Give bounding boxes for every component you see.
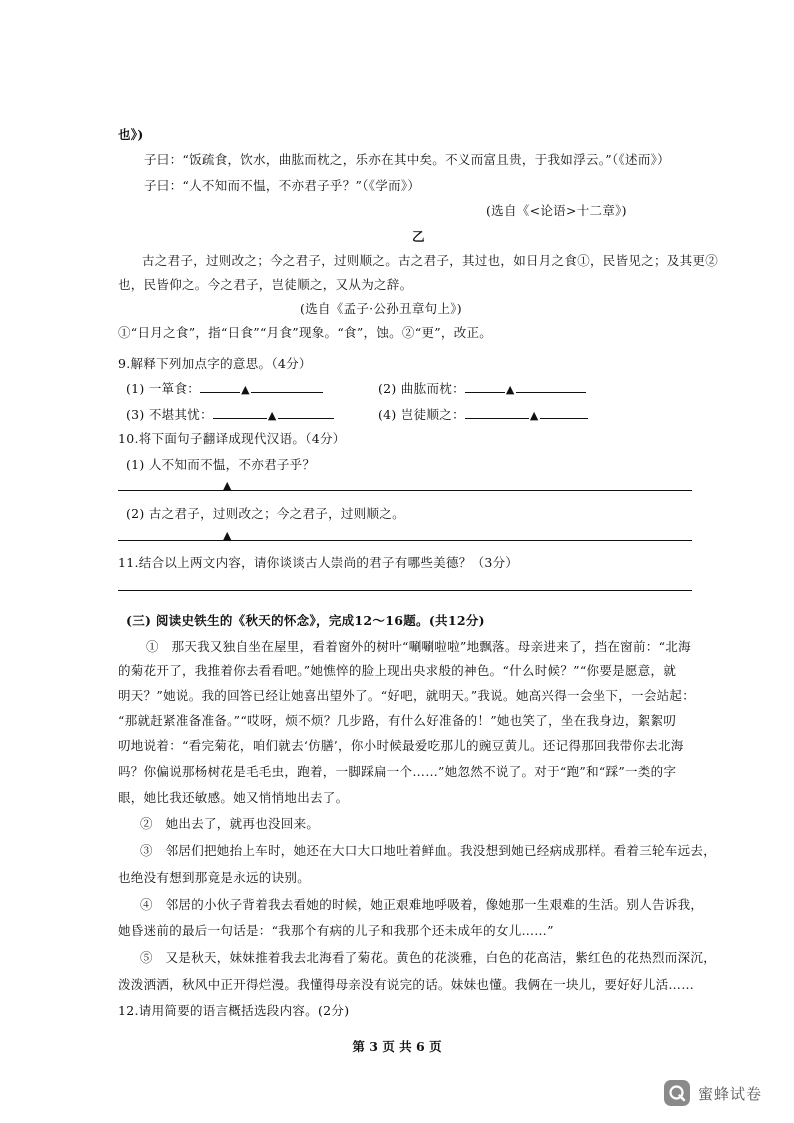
passage-line: 她昏迷前的最后一句话是：“我那个有病的儿子和我那个还未成年的女儿……” [118, 923, 554, 938]
q11-title: 11.结合以上两文内容，请你谈谈古人崇尚的君子有哪些美德？（3分） [118, 555, 519, 570]
answer-marker-icon: ▲ [505, 383, 515, 396]
passage-line: ⑤ 又是秋天，妹妹推着我去北海看了菊花。黄色的花淡雅，白色的花高洁，紫红色的花热烈而深沉， [140, 950, 717, 965]
passage-line: 明天？”她说。我的回答已经让她喜出望外了。“好吧，就明天。”我说。她高兴得一会坐下，一会站起： [118, 688, 696, 703]
answer-blank[interactable] [540, 406, 588, 419]
passage-line: “那就赶紧准备准备。”“哎呀，烦不烦？几步路，有什么好准备的！”她也笑了，坐在我身边，絮絮叨 [118, 713, 677, 728]
q-logo-icon [664, 1080, 690, 1106]
answer-blank[interactable] [465, 380, 505, 393]
answer-marker-icon: ▲ [267, 409, 277, 422]
q9-item-4 [378, 406, 588, 425]
q12-title: 12.请用简要的语言概括选段内容。(2分) [118, 1003, 350, 1018]
yi-paragraph-line-1: 古之君子，过则改之；今之君子，过则顺之。古之君子，其过也，如日月之食①，民皆见之；及其更② [142, 253, 719, 268]
answer-marker-icon: ▲ [529, 409, 539, 422]
answer-line-q11[interactable] [118, 590, 692, 591]
watermark [664, 1075, 779, 1111]
answer-marker-icon: ▲ [223, 479, 232, 492]
answer-marker-icon: ▲ [241, 383, 250, 396]
passage-line: ② 她出去了，就再也没回来。 [140, 816, 320, 831]
q9-item-4-label: (4) 岂徒顺之： [378, 407, 465, 422]
q10-sentence-2: (2) 古之君子，过则改之；今之君子，过则顺之。 [126, 506, 405, 521]
q9-item-3-label: (3) 不堪其忧： [126, 407, 213, 422]
jia-line-0: 也》) [118, 127, 144, 142]
watermark-text: 蜜蜂试卷 [698, 1084, 763, 1103]
answer-line-q10-1[interactable] [118, 479, 692, 492]
passage-line: 的菊花开了，我推着你去看看吧。”她憔悴的脸上现出央求般的神色。“什么时候？”“你要是愿意，就 [118, 663, 677, 678]
jia-quote-2: 子曰：“人不知而不愠，不亦君子乎？”（《学而》） [144, 178, 421, 193]
answer-blank[interactable] [200, 380, 240, 393]
passage-line: ③ 邻居们把她抬上车时，她还在大口大口地吐着鲜血。我没想到她已经病成那样。看着三轮车远去， [140, 843, 717, 858]
answer-marker-icon: ▲ [223, 529, 232, 542]
q10-sentence-1: (1) 人不知而不愠，不亦君子乎？ [126, 457, 316, 472]
jia-quote-1: 子曰：“饭疏食，饮水，曲肱而枕之，乐亦在其中矣。不义而富且贵，于我如浮云。”（《述而》） [144, 152, 670, 167]
yi-source: (选自《孟子·公孙丑章句上》) [300, 301, 462, 316]
passage-line: 眼，她比我还敏感。她又悄悄地出去了。 [118, 790, 349, 805]
jia-source: (选自《<论语>十二章》) [486, 203, 627, 218]
passage-line: 吗？你偏说那杨树花是毛毛虫，跑着，一脚踩扁一个……”她忽然不说了。对于“跑”和“踩”一类的字 [118, 764, 677, 779]
q9-title: 9.解释下列加点字的意思。（4分） [118, 356, 312, 371]
q9-item-2 [378, 380, 586, 399]
answer-blank[interactable] [213, 406, 267, 419]
section-3-title: (三) 阅读史铁生的《秋天的怀念》，完成12～16题。(共12分) [126, 613, 485, 628]
yi-notes: ①“日月之食”，指“日食”“月食”现象。“食”，蚀。②“更”，改正。 [118, 325, 493, 340]
answer-line-q10-2[interactable] [118, 529, 692, 542]
passage-line: 泼泼洒洒，秋风中正开得烂漫。我懂得母亲没有说完的话。妹妹也懂。我俩在一块儿，要好好儿活…… [118, 977, 695, 992]
answer-blank[interactable] [251, 380, 323, 393]
page-number: 第 3 页 共 6 页 [352, 1039, 442, 1054]
answer-blank[interactable] [465, 406, 529, 419]
q9-item-1-label: (1) 一箪食： [126, 381, 201, 396]
q9-item-2-label: (2) 曲肱而枕： [378, 381, 465, 396]
passage-line: ① 那天我又独自坐在屋里，看着窗外的树叶“唰唰啦啦”地飘落。母亲进来了，挡在窗前：“北海 [146, 639, 691, 654]
q9-item-1 [126, 380, 323, 399]
passage-line: 叨地说着：“看完菊花，咱们就去‘仿膳’，你小时候最爱吃那儿的豌豆黄儿。还记得那回我带你去北海 [118, 738, 684, 753]
answer-blank[interactable] [278, 406, 334, 419]
q10-title: 10.将下面句子翻译成现代汉语。（4分） [118, 431, 346, 446]
yi-heading: 乙 [412, 229, 425, 244]
passage-line: ④ 邻居的小伙子背着我去看她的时候，她正艰难地呼吸着，像她那一生艰难的生活。别人告诉我， [140, 897, 704, 912]
passage-line: 也绝没有想到那竟是永远的诀别。 [118, 870, 311, 885]
yi-paragraph-line-2: 也，民皆仰之。今之君子，岂徒顺之，又从为之辞。 [118, 277, 413, 292]
q9-item-3 [126, 406, 334, 425]
answer-blank[interactable] [516, 380, 586, 393]
